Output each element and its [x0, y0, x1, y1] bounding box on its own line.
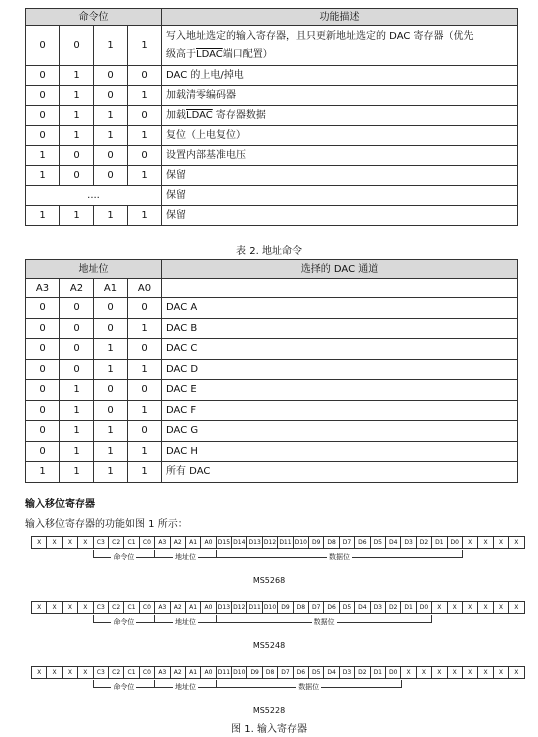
bit-cell: 1: [60, 380, 94, 401]
register-bit-cell: D4: [386, 536, 401, 549]
bit-cell: 1: [26, 166, 60, 186]
register-bit-cell: D1: [432, 536, 447, 549]
register-bit-cell: D2: [355, 666, 370, 679]
bit-cell: 1: [60, 66, 94, 86]
bit-cell: 1: [94, 462, 128, 483]
bit-cell: 0: [60, 26, 94, 66]
register-bit-cell: C2: [109, 601, 124, 614]
register-bit-cell: D12: [263, 536, 278, 549]
desc-text: 写入地址选定的输入寄存器，且只更新地址选定的 DAC 寄存器（优先: [166, 30, 474, 42]
dac-channel-cell: DAC A: [162, 298, 518, 319]
register-bit-cell: D11: [217, 666, 232, 679]
function-desc-header: 功能描述: [162, 9, 518, 26]
bit-cell: 1: [94, 126, 128, 146]
bit-cell: 0: [60, 146, 94, 166]
ellipsis-cell: ....: [26, 186, 162, 206]
address-bits-bracket-label: 地址位: [175, 618, 196, 626]
desc-cell: 设置内部基准电压: [162, 146, 518, 166]
bit-cell: 0: [128, 66, 162, 86]
register-bit-cell: D3: [340, 666, 355, 679]
table-row: [26, 186, 518, 206]
table-row: [26, 298, 518, 319]
register-bit-cell: D6: [294, 666, 309, 679]
table-row: [26, 400, 518, 421]
table-caption: 表 2. 地址命令: [236, 246, 302, 257]
register-bit-cell: C0: [140, 536, 155, 549]
bit-cell: 1: [94, 421, 128, 442]
register-bit-cell: X: [478, 536, 493, 549]
register-bit-cell: D3: [401, 536, 416, 549]
dac-channel-cell: DAC E: [162, 380, 518, 401]
desc-cell: 保留: [162, 166, 518, 186]
bit-cell: 0: [26, 86, 60, 106]
bracket-tick: [216, 680, 217, 688]
register-bit-cell: X: [494, 666, 509, 679]
register-bit-cell: X: [509, 666, 524, 679]
bit-cell: 0: [26, 400, 60, 421]
register-bit-cell: X: [32, 601, 47, 614]
register-bit-cell: X: [509, 601, 524, 614]
bit-cell: 0: [26, 441, 60, 462]
bracket-tick: [93, 680, 94, 688]
register-bit-cell: X: [463, 601, 478, 614]
table-row: [26, 206, 518, 226]
bit-cell: 1: [94, 206, 128, 226]
section-heading: 输入移位寄存器: [25, 499, 95, 510]
bit-cell: 0: [94, 298, 128, 319]
desc-text: 寄存器数据: [212, 110, 266, 121]
table-row: [26, 441, 518, 462]
register-bit-cell: X: [463, 536, 478, 549]
bit-cell: 0: [60, 298, 94, 319]
bit-cell: 0: [26, 126, 60, 146]
bit-cell: 0: [94, 66, 128, 86]
bit-cell: 1: [94, 26, 128, 66]
register-bit-cell: A1: [186, 601, 201, 614]
data-bits-bracket-label: 数据位: [329, 553, 350, 561]
register-bit-cell: X: [63, 601, 78, 614]
bit-cell: 1: [128, 206, 162, 226]
bracket-tick: [431, 615, 432, 623]
register-bit-cell: X: [494, 536, 509, 549]
register-bit-cell: A1: [186, 666, 201, 679]
bit-cell: 1: [26, 462, 60, 483]
table-row: [26, 339, 518, 360]
bracket-tick: [154, 550, 155, 558]
register-bit-cell: D5: [309, 666, 324, 679]
register-bit-cell: D10: [232, 666, 247, 679]
register-bit-cell: D8: [324, 536, 339, 549]
register-bit-cell: X: [478, 601, 493, 614]
register-bit-cell: C0: [140, 601, 155, 614]
register-bit-cell: X: [63, 666, 78, 679]
register-bit-cell: D2: [386, 601, 401, 614]
bit-cell: 1: [128, 400, 162, 421]
register-bit-cell: A0: [201, 601, 216, 614]
register-bit-cell: D7: [278, 666, 293, 679]
bit-cell: 0: [94, 166, 128, 186]
desc-cell: 保留: [162, 186, 518, 206]
bit-cell: 0: [94, 380, 128, 401]
register-bit-cell: D6: [324, 601, 339, 614]
table-row: [26, 318, 518, 339]
register-bit-cell: C1: [124, 601, 139, 614]
table-row: [26, 106, 518, 126]
bit-cell: 0: [26, 421, 60, 442]
dac-channel-cell: DAC B: [162, 318, 518, 339]
table-subheader-row: [26, 279, 518, 298]
desc-cell: 复位（上电复位）: [162, 126, 518, 146]
register-bit-cell: C3: [94, 601, 109, 614]
register-bit-cell: C3: [94, 536, 109, 549]
register-bit-cell: X: [463, 666, 478, 679]
bit-cell: 0: [26, 26, 60, 66]
ldac-overline-text: LDAC: [186, 110, 213, 121]
table-header-row: [26, 260, 518, 279]
register-bit-cell: C1: [124, 536, 139, 549]
register-bit-cell: D10: [294, 536, 309, 549]
register-bit-cell: X: [448, 601, 463, 614]
bit-cell: 0: [128, 146, 162, 166]
ldac-overline-text: LDAC: [196, 48, 223, 60]
desc-cell: 加载清零编码器: [162, 86, 518, 106]
register-bit-cell: D9: [309, 536, 324, 549]
bit-cell: 1: [60, 86, 94, 106]
desc-text: 端口配置）: [222, 48, 273, 60]
register-bit-cell: D10: [263, 601, 278, 614]
register-bit-cell: A2: [171, 666, 186, 679]
table-row: [26, 66, 518, 86]
address-bits-bracket-label: 地址位: [175, 553, 196, 561]
shift-register-row: [31, 666, 525, 679]
dac-channel-cell: 所有 DAC: [162, 462, 518, 483]
register-bit-cell: X: [47, 536, 62, 549]
bracket-tick: [93, 615, 94, 623]
register-bit-cell: D11: [247, 601, 262, 614]
register-bit-cell: A3: [155, 601, 170, 614]
register-bit-cell: A3: [155, 666, 170, 679]
bit-cell: 0: [128, 339, 162, 360]
register-bit-cell: X: [432, 666, 447, 679]
bit-cell: 1: [94, 359, 128, 380]
register-bit-cell: X: [32, 536, 47, 549]
command-table: [25, 8, 518, 226]
dac-channel-cell: DAC H: [162, 441, 518, 462]
register-bit-cell: A3: [155, 536, 170, 549]
bit-cell: 1: [128, 441, 162, 462]
bit-cell: 1: [128, 26, 162, 66]
bit-cell: 0: [26, 318, 60, 339]
bit-label-cell: A2: [60, 279, 94, 298]
bit-cell: 0: [26, 339, 60, 360]
bracket-tick: [216, 550, 217, 558]
register-bit-cell: D9: [247, 666, 262, 679]
bit-label-cell: A3: [26, 279, 60, 298]
desc-cell: [162, 26, 518, 66]
command-bits-header: 命令位: [26, 9, 162, 26]
register-bit-cell: D2: [417, 536, 432, 549]
bit-cell: 0: [94, 400, 128, 421]
dac-channel-cell: DAC G: [162, 421, 518, 442]
register-bit-cell: D6: [355, 536, 370, 549]
table-row: [26, 462, 518, 483]
register-bit-cell: X: [78, 666, 93, 679]
register-bit-cell: D0: [417, 601, 432, 614]
bit-cell: 0: [94, 146, 128, 166]
register-bit-cell: D5: [371, 536, 386, 549]
bit-cell: 1: [128, 126, 162, 146]
bracket-tick: [154, 680, 155, 688]
empty-cell: [162, 279, 518, 298]
bit-cell: 1: [128, 359, 162, 380]
register-bit-cell: D1: [371, 666, 386, 679]
bit-cell: 1: [94, 441, 128, 462]
bit-cell: 0: [26, 380, 60, 401]
bracket-tick: [93, 550, 94, 558]
desc-text: 加载: [166, 110, 186, 121]
register-bit-cell: C2: [109, 666, 124, 679]
command-bits-bracket-label: 命令位: [113, 618, 135, 626]
bit-cell: 0: [26, 106, 60, 126]
register-bit-cell: D8: [294, 601, 309, 614]
register-bit-cell: A0: [201, 536, 216, 549]
table-row: [26, 166, 518, 186]
bit-cell: 0: [26, 66, 60, 86]
bit-cell: 0: [128, 106, 162, 126]
dac-channel-cell: DAC D: [162, 359, 518, 380]
register-bit-cell: D15: [217, 536, 232, 549]
bit-cell: 0: [128, 380, 162, 401]
address-table: [25, 259, 518, 483]
register-bit-cell: X: [448, 666, 463, 679]
command-bits-bracket-label: 命令位: [113, 553, 135, 561]
data-bits-bracket-label: 数据位: [298, 683, 320, 691]
command-bits-bracket-label: 命令位: [113, 683, 135, 691]
section-text: 输入移位寄存器的功能如图 1 所示：: [25, 519, 188, 530]
bit-cell: 1: [60, 106, 94, 126]
bracket-tick: [462, 550, 463, 558]
table-row: [26, 146, 518, 166]
chip-name-label: MS5248: [252, 641, 286, 650]
desc-cell: [162, 106, 518, 126]
register-bit-cell: A2: [171, 601, 186, 614]
register-bit-cell: D0: [386, 666, 401, 679]
desc-cell: 保留: [162, 206, 518, 226]
register-bit-cell: X: [417, 666, 432, 679]
bit-cell: 0: [94, 86, 128, 106]
register-bit-cell: X: [401, 666, 416, 679]
table-row: [26, 359, 518, 380]
bit-cell: 1: [128, 318, 162, 339]
bit-cell: 1: [60, 400, 94, 421]
dac-channel-cell: DAC F: [162, 400, 518, 421]
register-bit-cell: A1: [186, 536, 201, 549]
register-bit-cell: D13: [247, 536, 262, 549]
bracket-tick: [401, 680, 402, 688]
dac-channel-header: 选择的 DAC 通道: [162, 260, 518, 279]
register-bit-cell: D4: [324, 666, 339, 679]
register-bit-cell: X: [494, 601, 509, 614]
register-bit-cell: X: [32, 666, 47, 679]
bit-cell: 0: [128, 298, 162, 319]
desc-text: 级高于: [166, 48, 196, 60]
shift-register-row: [31, 536, 525, 549]
register-bit-cell: D1: [401, 601, 416, 614]
register-bit-cell: D5: [340, 601, 355, 614]
bit-cell: 0: [60, 359, 94, 380]
figure-caption: 图 1. 输入寄存器: [231, 724, 307, 735]
register-bit-cell: D11: [278, 536, 293, 549]
register-bit-cell: D9: [278, 601, 293, 614]
register-bit-cell: D14: [232, 536, 247, 549]
bit-cell: 1: [128, 166, 162, 186]
bracket-tick: [216, 615, 217, 623]
bit-cell: 1: [128, 462, 162, 483]
register-bit-cell: C3: [94, 666, 109, 679]
register-bit-cell: X: [432, 601, 447, 614]
register-bit-cell: D7: [340, 536, 355, 549]
address-bits-header: 地址位: [26, 260, 162, 279]
register-bit-cell: C0: [140, 666, 155, 679]
table-row: [26, 421, 518, 442]
register-bit-cell: X: [63, 536, 78, 549]
register-bit-cell: X: [47, 666, 62, 679]
bit-label-cell: A0: [128, 279, 162, 298]
address-bits-bracket-label: 地址位: [175, 683, 196, 691]
table-header-row: [26, 9, 518, 26]
register-bit-cell: D8: [263, 666, 278, 679]
register-bit-cell: D3: [371, 601, 386, 614]
register-bit-cell: X: [509, 536, 524, 549]
register-bit-cell: D7: [309, 601, 324, 614]
bit-cell: 0: [60, 166, 94, 186]
table-row: [26, 380, 518, 401]
bit-cell: 1: [26, 146, 60, 166]
register-bit-cell: C1: [124, 666, 139, 679]
bit-cell: 0: [60, 318, 94, 339]
bit-cell: 0: [60, 339, 94, 360]
shift-register-row: [31, 601, 525, 614]
bit-cell: 1: [128, 86, 162, 106]
bit-cell: 0: [128, 421, 162, 442]
desc-cell: DAC 的上电/掉电: [162, 66, 518, 86]
bit-cell: 1: [60, 462, 94, 483]
bit-cell: 0: [26, 298, 60, 319]
register-bit-cell: X: [78, 601, 93, 614]
bit-cell: 0: [26, 359, 60, 380]
bit-label-cell: A1: [94, 279, 128, 298]
bit-cell: 1: [60, 126, 94, 146]
bit-cell: 0: [94, 318, 128, 339]
table-row: [26, 86, 518, 106]
bracket-tick: [154, 615, 155, 623]
register-bit-cell: X: [478, 666, 493, 679]
register-bit-cell: A0: [201, 666, 216, 679]
register-bit-cell: C2: [109, 536, 124, 549]
register-bit-cell: X: [47, 601, 62, 614]
chip-name-label: MS5228: [252, 706, 286, 715]
data-bits-bracket-label: 数据位: [313, 618, 335, 626]
bit-cell: 1: [94, 106, 128, 126]
bit-cell: 1: [60, 441, 94, 462]
dac-channel-cell: DAC C: [162, 339, 518, 360]
bit-cell: 1: [60, 206, 94, 226]
register-bit-cell: X: [78, 536, 93, 549]
bit-cell: 1: [26, 206, 60, 226]
register-bit-cell: D0: [448, 536, 463, 549]
register-bit-cell: A2: [171, 536, 186, 549]
bit-cell: 1: [94, 339, 128, 360]
register-bit-cell: D4: [355, 601, 370, 614]
register-bit-cell: D13: [217, 601, 232, 614]
bit-cell: 1: [60, 421, 94, 442]
register-bit-cell: D12: [232, 601, 247, 614]
table-row: [26, 126, 518, 146]
chip-name-label: MS5268: [252, 576, 286, 585]
table-row: [26, 26, 518, 66]
